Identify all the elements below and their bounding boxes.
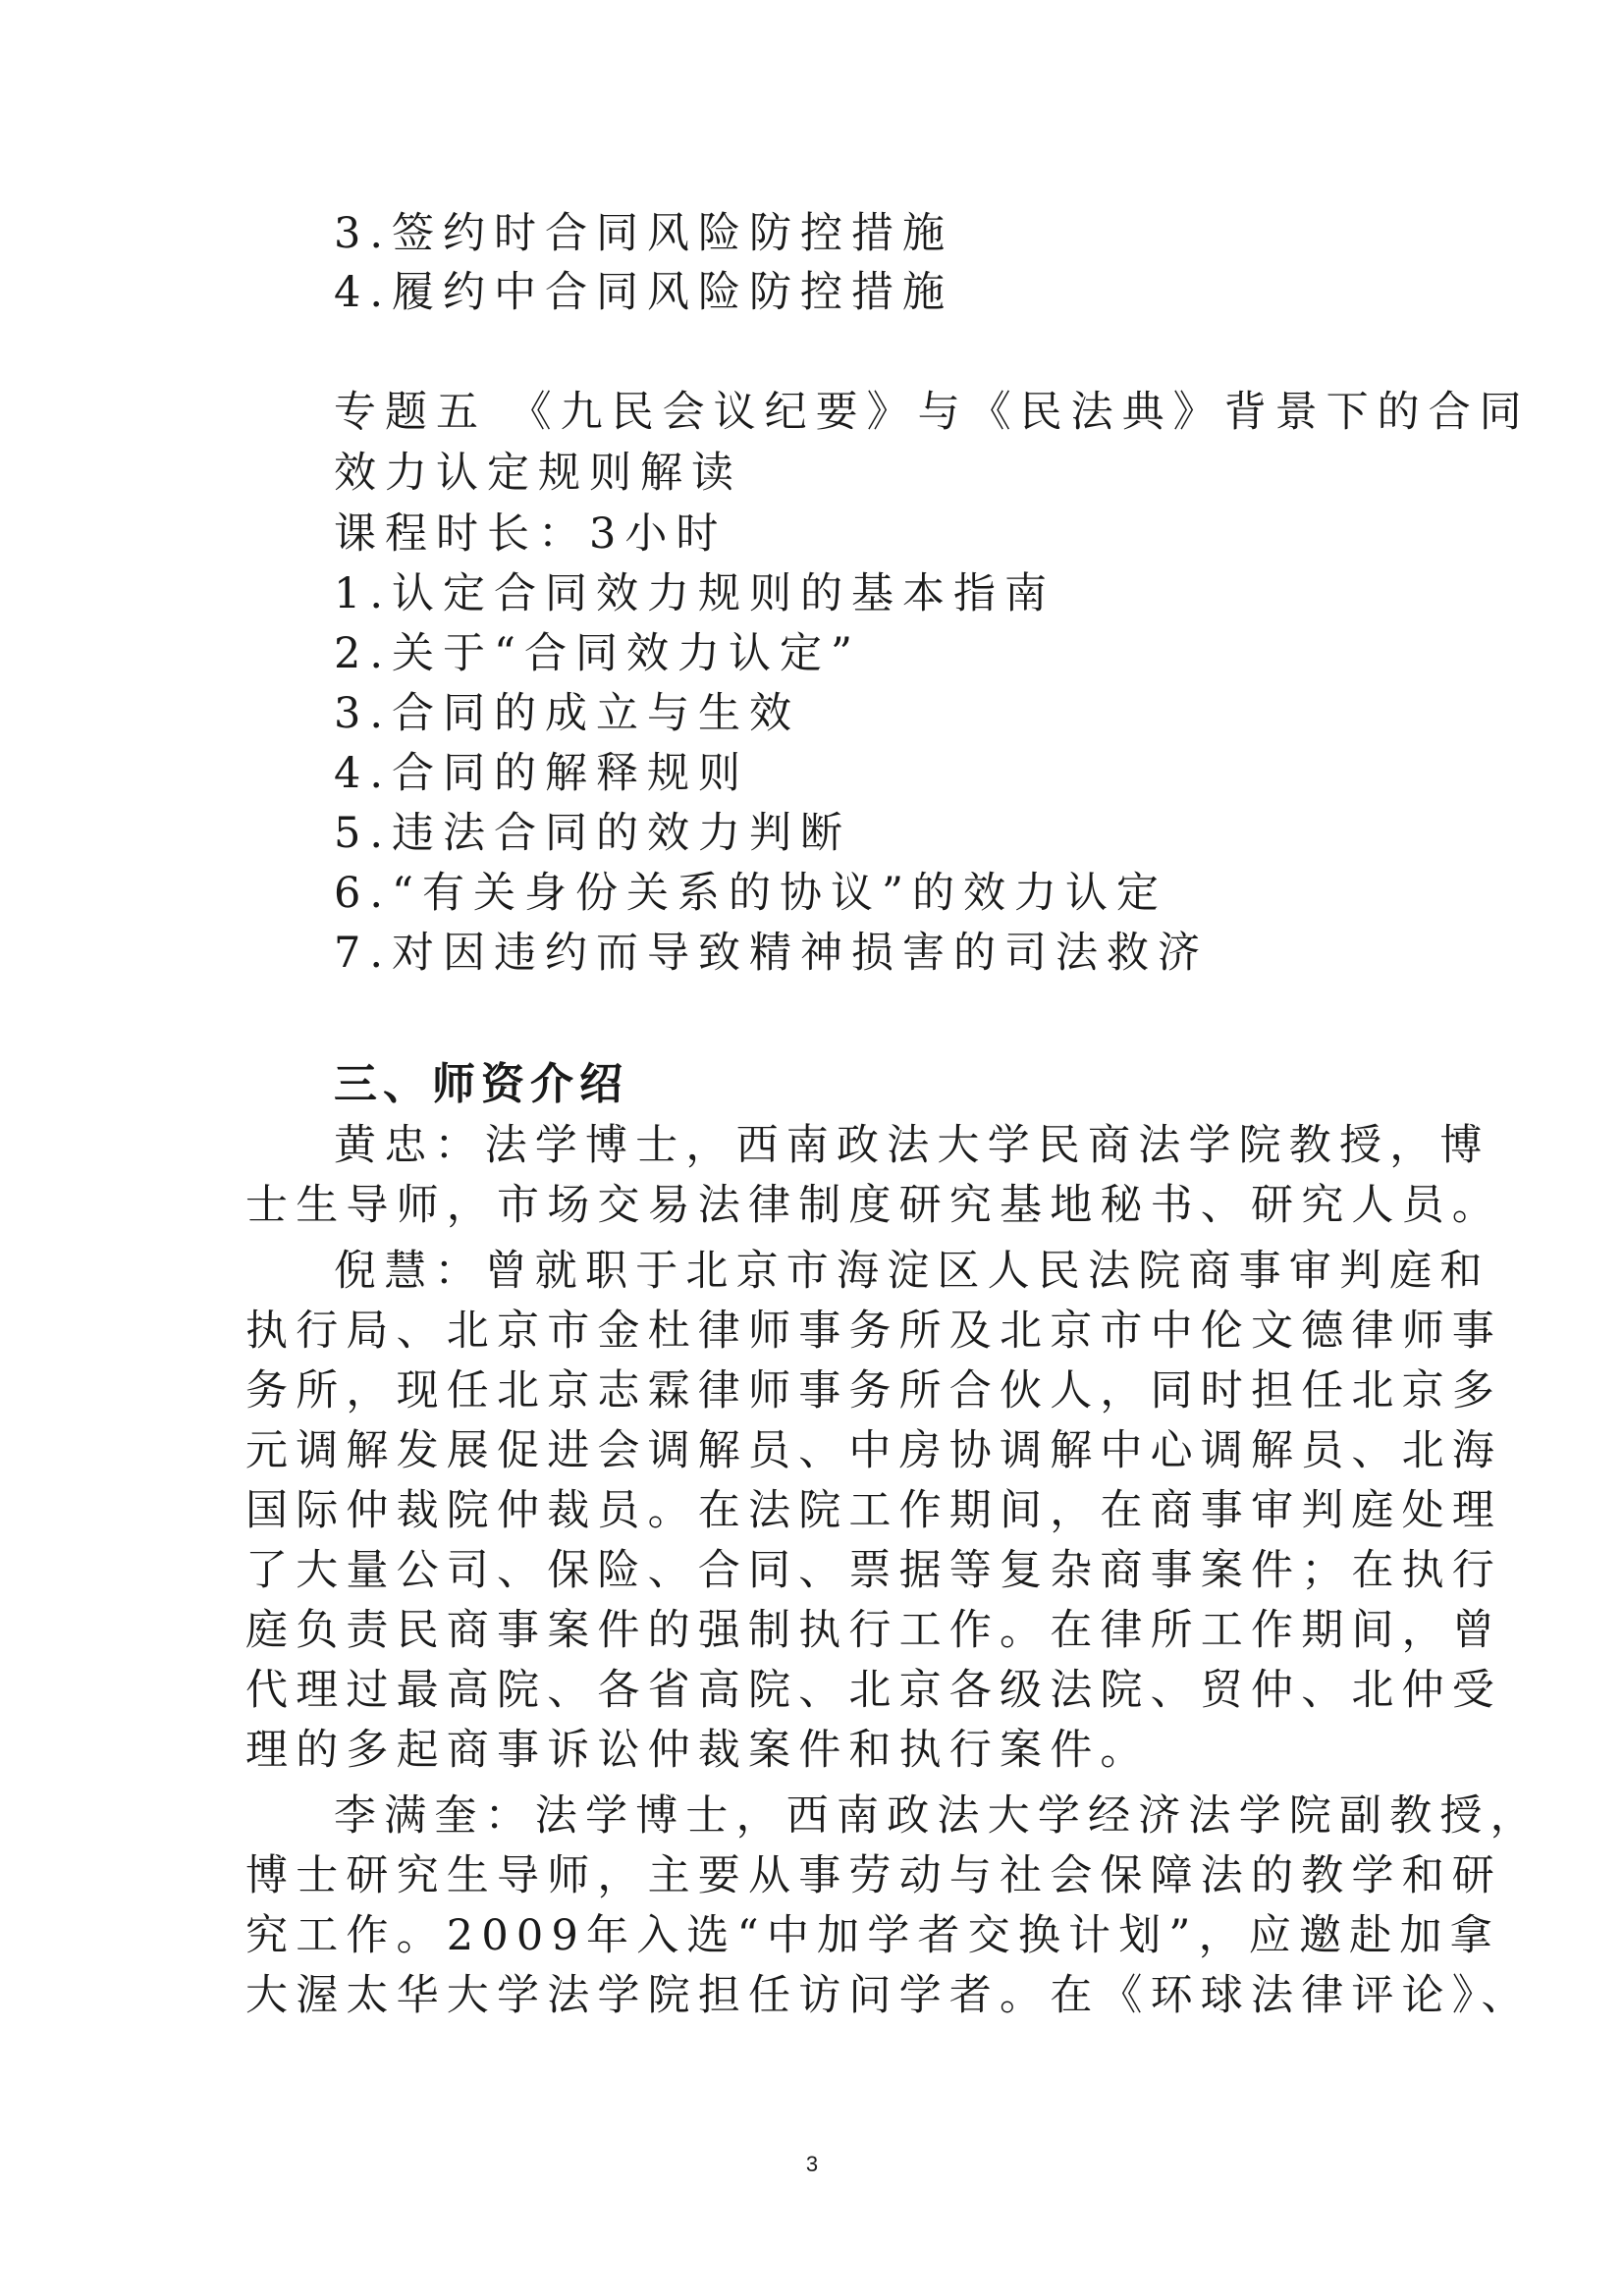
paragraph-line: 庭负责民商事案件的强制执行工作。在律所工作期间，曾 (245, 1606, 1502, 1655)
list-item: 2.关于“合同效力认定” (334, 629, 861, 678)
topic-title-line-1: 专题五 《九民会议纪要》与《民法典》背景下的合同 (334, 388, 1531, 437)
paragraph-line: 国际仲裁院仲裁员。在法院工作期间，在商事审判庭处理 (245, 1486, 1502, 1535)
paragraph-line: 黄忠：法学博士，西南政法大学民商法学院教授，博 (334, 1121, 1490, 1170)
list-item: 3.合同的成立与生效 (334, 689, 801, 738)
paragraph-line: 博士研究生导师，主要从事劳动与社会保障法的教学和研 (245, 1851, 1502, 1900)
topic-title-line-2: 效力认定规则解读 (334, 449, 742, 498)
paragraph-line: 了大量公司、保险、合同、票据等复杂商事案件；在执行 (245, 1546, 1502, 1595)
paragraph-line: 代理过最高院、各省高院、北京各级法院、贸仲、北仲受 (245, 1666, 1502, 1715)
list-item: 3.签约时合同风险防控措施 (334, 209, 954, 258)
list-item: 1.认定合同效力规则的基本指南 (334, 569, 1056, 618)
paragraph-line: 理的多起商事诉讼仲裁案件和执行案件。 (245, 1726, 1151, 1775)
paragraph-line: 执行局、北京市金杜律师事务所及北京市中伦文德律师事 (245, 1307, 1502, 1356)
course-duration: 课程时长：3小时 (334, 509, 728, 559)
list-item: 4.履约中合同风险防控措施 (334, 268, 954, 317)
paragraph-line: 元调解发展促进会调解员、中房协调解中心调解员、北海 (245, 1426, 1502, 1475)
list-item: 5.违法合同的效力判断 (334, 809, 852, 858)
paragraph-line: 李满奎：法学博士，西南政法大学经济法学院副教授， (334, 1791, 1541, 1841)
list-item: 6.“有关身份关系的协议”的效力认定 (334, 869, 1167, 918)
paragraph-line: 务所，现任北京志霖律师事务所合伙人，同时担任北京多 (245, 1366, 1502, 1415)
paragraph-line: 大渥太华大学法学院担任访问学者。在《环球法律评论》、 (245, 1971, 1532, 2020)
page-number: 3 (805, 2152, 819, 2176)
list-item: 4.合同的解释规则 (334, 749, 750, 798)
list-item: 7.对因违约而导致精神损害的司法救济 (334, 929, 1210, 978)
paragraph-line: 究工作。2009年入选“中加学者交换计划”，应邀赴加拿 (245, 1911, 1500, 1960)
paragraph-line: 倪慧：曾就职于北京市海淀区人民法院商事审判庭和 (334, 1247, 1490, 1296)
section-heading: 三、师资介绍 (334, 1059, 628, 1109)
paragraph-line: 士生导师，市场交易法律制度研究基地秘书、研究人员。 (245, 1181, 1502, 1230)
